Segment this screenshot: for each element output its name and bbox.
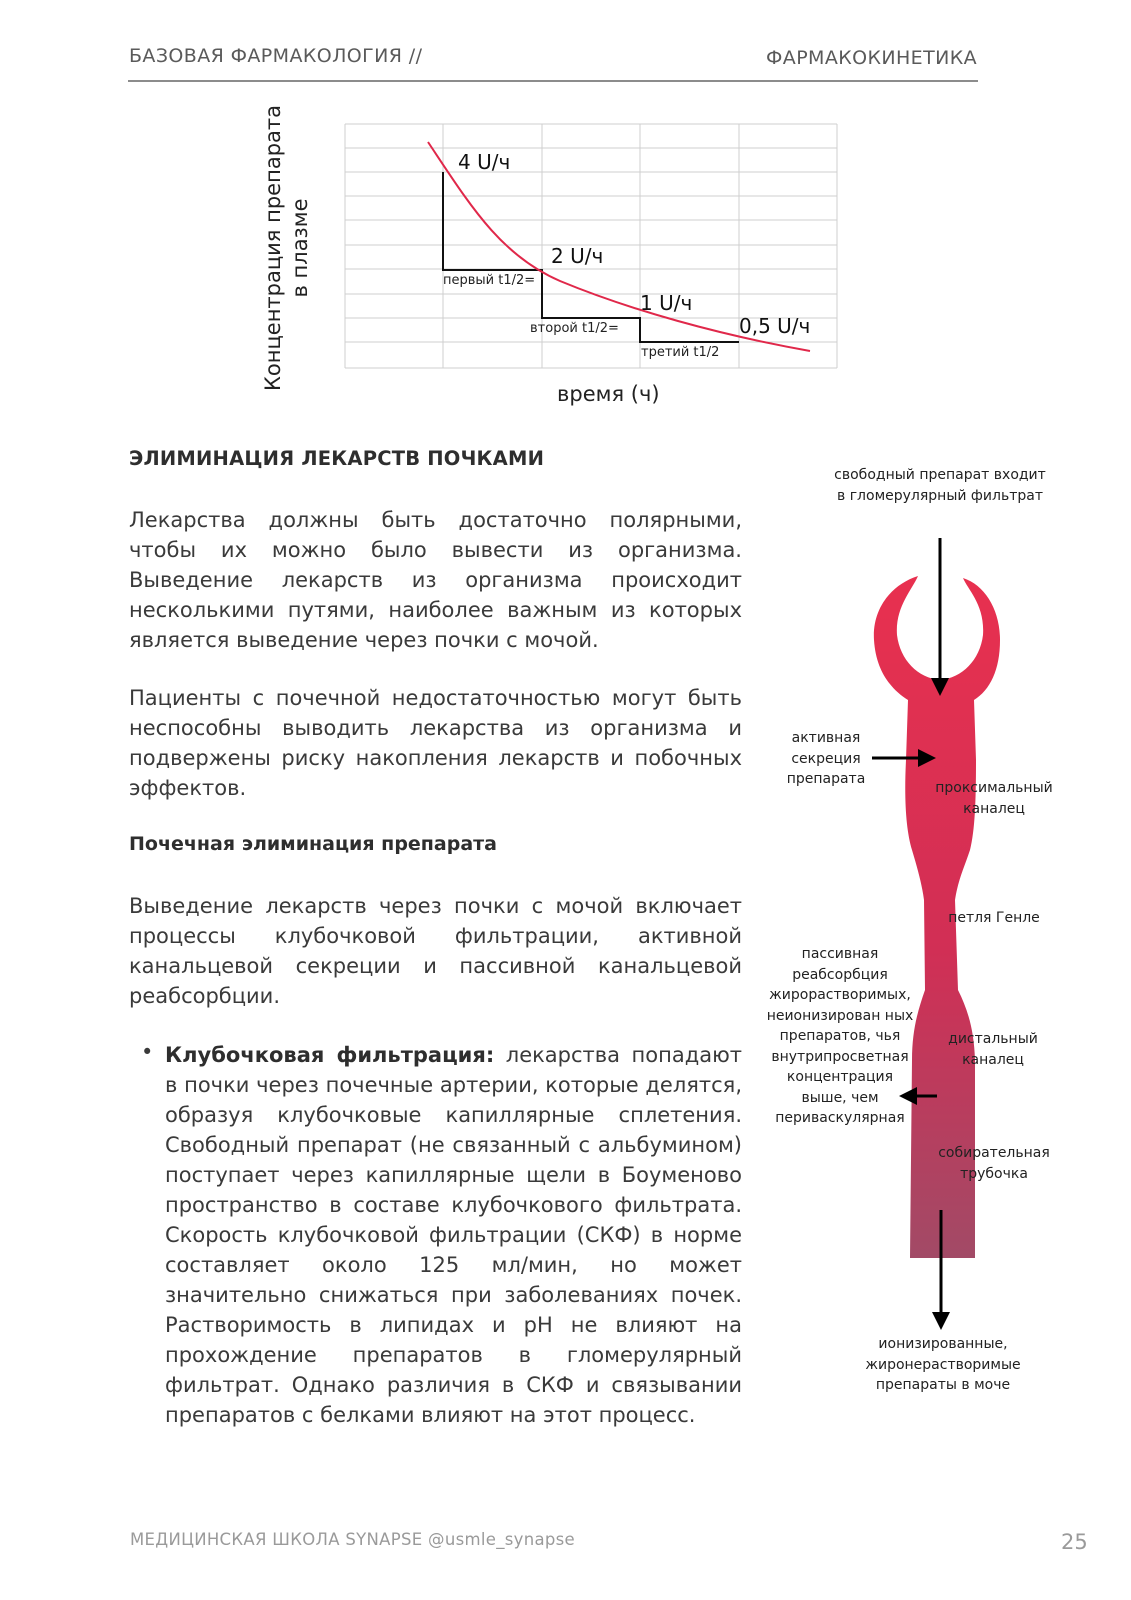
rate-label-1: 4 U/ч — [458, 150, 511, 174]
subsection-title: Почечная элиминация препарата — [129, 833, 498, 855]
graph-y-label: Концентрация препарата в плазме — [261, 105, 312, 391]
rate-label-4: 0,5 U/ч — [739, 314, 811, 338]
bullet-text: лекарства попадают в почки через почечные артерии, которые делятся, образуя клубочковые капиллярные сплетения. Свободный препарат (не связанный с альбумином) поступает через капиллярные щели в Боуменово пространство в составе клубочкового фильтрата. Скорость клубочковой фильтрации (СКФ) в норме составляет около 125 мл/мин, но может значительно снижаться при заболеваниях почек. Растворимость в липидах и pH не влияют на прохождение препаратов в гломерулярный фильтрат. Однако различия в СКФ и связывании препаратов с белками влияют на этот процесс. — [165, 1043, 742, 1427]
label-loop-of-henle: петля Генле — [948, 910, 1040, 926]
halflife-label-2: второй t1/2= — [530, 321, 619, 336]
rate-label-2: 2 U/ч — [551, 244, 604, 268]
rate-label-3: 1 U/ч — [640, 291, 693, 315]
label-distal-tubule: дистальный каналец — [948, 1031, 1038, 1068]
section-title: ЭЛИМИНАЦИЯ ЛЕКАРСТВ ПОЧКАМИ — [129, 447, 545, 470]
header-left: БАЗОВАЯ ФАРМАКОЛОГИЯ // — [129, 45, 423, 67]
label-free-drug-filtrate: свободный препарат входит в гломерулярный фильтрат — [834, 467, 1046, 504]
header-right: ФАРМАКОКИНЕТИКА — [766, 47, 977, 69]
label-collecting-duct: собирательная трубочка — [938, 1145, 1050, 1182]
bullet-marker: • — [141, 1040, 154, 1064]
label-urine-drugs: ионизированные, жиронерастворимые препараты в моче — [865, 1336, 1021, 1393]
label-proximal-tubule: проксимальный каналец — [935, 780, 1053, 817]
paragraph-2: Пациенты с почечной недостаточностью могут быть неспособны выводить лекарства из организма и подвержены риску накопления лекарств и побочных эффектов. — [129, 686, 742, 800]
bullet-title: Клубочковая фильтрация: — [165, 1043, 495, 1067]
paragraph-1: Лекарства должны быть достаточно полярными, чтобы их можно было вывести из организма. Выведение лекарств из организма происходит несколькими путями, наиболее важным из которых является выведение через почки с мочой. — [129, 508, 742, 652]
halflife-label-1: первый t1/2= — [443, 273, 536, 288]
page-number: 25 — [1061, 1530, 1088, 1554]
footer-school: МЕДИЦИНСКАЯ ШКОЛА SYNAPSE @usmle_synapse — [130, 1530, 576, 1549]
label-passive-reabsorption: пассивная реабсорбция жирорастворимых, неионизирован ных препаратов, чья внутрипросветная концентрация выше, чем периваскулярная — [766, 946, 914, 1126]
graph-x-label: время (ч) — [557, 382, 660, 406]
paragraph-3: Выведение лекарств через почки с мочой включает процессы клубочковой фильтрации, активной канальцевой секреции и пассивной канальцевой реабсорбции. — [129, 894, 742, 1008]
label-active-secretion: активная секреция препарата — [786, 730, 866, 787]
halflife-label-3: третий t1/2 — [641, 345, 720, 360]
